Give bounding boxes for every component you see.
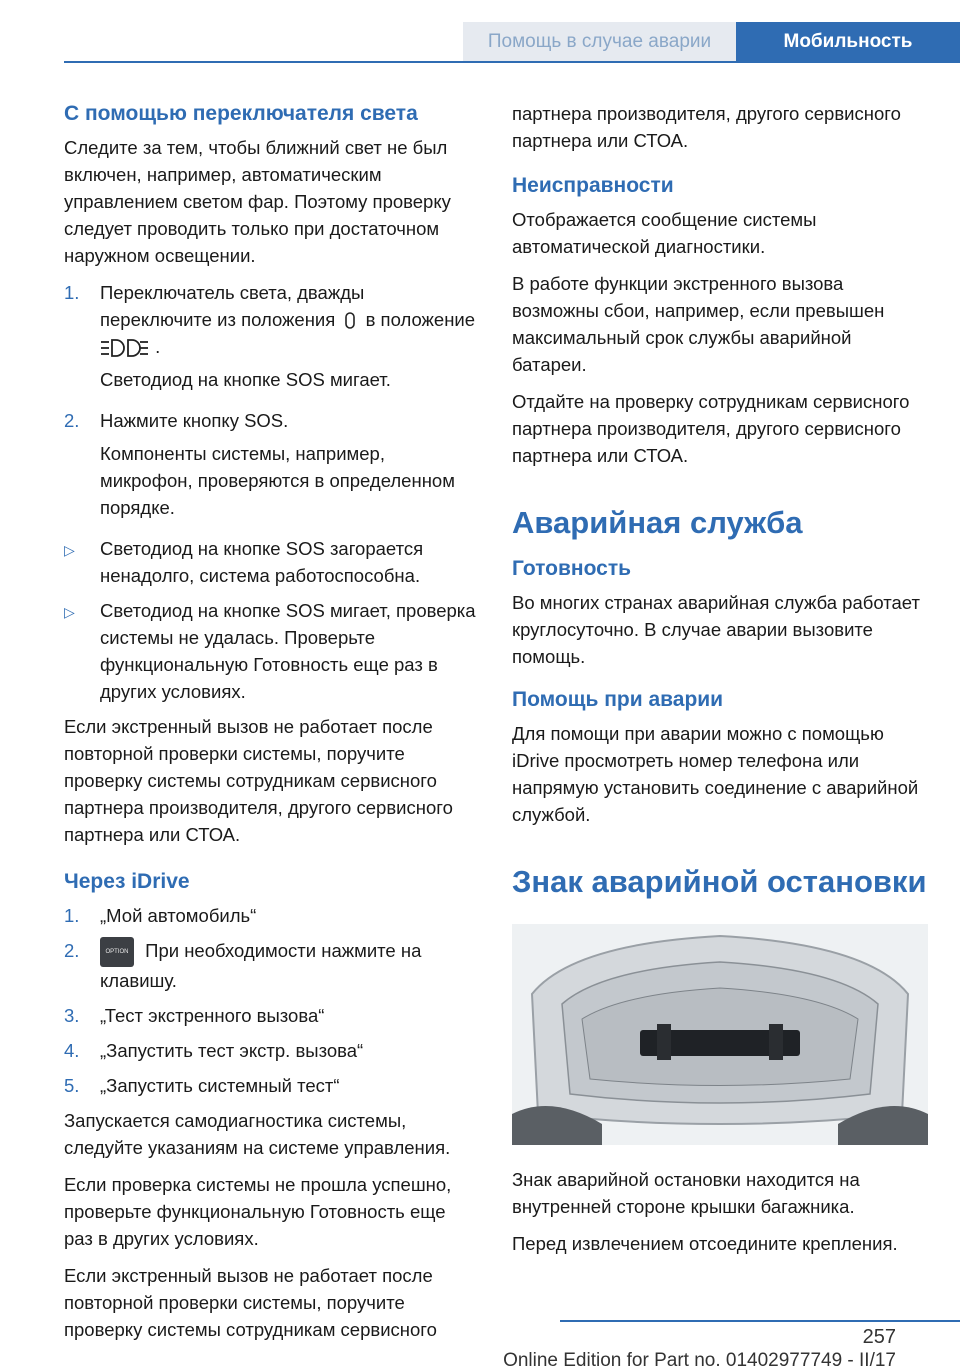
idrive-step	[64, 1072, 476, 1099]
light-switch-heading: С помощью переключателя света	[64, 102, 418, 125]
paragraph: Запускается самодиагностика системы, следуйте указаниям на системе управления.	[64, 1110, 451, 1159]
paragraph: В работе функции экстренного вызова возможны сбои, например, если превышен максимальный срок службы аварийной батареи.	[512, 273, 885, 375]
faults-heading: Неисправности	[512, 174, 674, 197]
paragraph: Знак аварийной остановки находится на внутренней стороне крышки багажника.	[512, 1169, 860, 1217]
idrive-heading: Через iDrive	[64, 870, 190, 894]
result-text: Светодиод на кнопке SOS загорается ненадолго, система работоспособна.	[100, 538, 424, 587]
paragraph: партнера производителя, другого сервисного партнера или СТОА.	[512, 103, 901, 151]
result-item	[64, 597, 476, 705]
page-header	[0, 22, 960, 62]
footer-rule	[560, 1320, 960, 1322]
step-number: 5.	[64, 1075, 80, 1097]
result-item	[64, 535, 476, 589]
step-text	[100, 279, 476, 360]
step-2	[64, 407, 476, 527]
paragraph: Если экстренный вызов не работает после повторной проверки системы, поручите проверку системы сотрудникам сервисного	[64, 1265, 437, 1341]
idrive-step	[64, 1037, 476, 1064]
step-subtext: Компоненты системы, например, микрофон, проверяются в определенном порядке.	[100, 443, 455, 519]
accident-help-heading: Помощь при аварии	[512, 688, 724, 711]
paragraph: Во многих странах аварийная служба работает круглосуточно. В случае аварии вызовите помощь.	[512, 592, 920, 667]
low-beam-icon	[100, 336, 150, 360]
light-switch-off-icon	[340, 310, 360, 332]
trunk-lid-illustration	[512, 924, 928, 1145]
idrive-step	[64, 1002, 476, 1029]
step-number: 2.	[64, 940, 80, 962]
step-number: 2.	[64, 410, 80, 432]
triangle-bullet-icon: ▷	[64, 604, 75, 621]
result-text: Светодиод на кнопке SOS мигает, проверка системы не удалась. Проверьте функциональную Готовность еще раз в других условиях.	[100, 600, 476, 703]
paragraph: Отображается сообщение системы автоматической диагностики.	[512, 209, 817, 257]
paragraph: Следите за тем, чтобы ближний свет не был включен, например, автоматическим управлением светом фар. Поэтому проверку следует проводить только при достаточном наружном освещении.	[64, 137, 451, 266]
step-text: Нажмите кнопку SOS.	[100, 410, 289, 432]
page-footer	[0, 1320, 960, 1371]
paragraph: Если проверка системы не прошла успешно, проверьте функциональную Готовность еще раз в других условиях.	[64, 1174, 452, 1250]
step-1	[64, 279, 476, 399]
step-text-end: .	[155, 336, 161, 357]
paragraph: Для помощи при аварии можно с помощью iDrive просмотреть номер телефона или напрямую установить соединение с аварийной службой.	[512, 723, 919, 825]
paragraph: Если экстренный вызов не работает после повторной проверки системы, поручите проверку системы сотрудникам сервисного партнера производителя, другого сервисного партнера или СТОА.	[64, 716, 453, 846]
right-column	[512, 100, 928, 1267]
step-number: 1.	[64, 282, 80, 303]
left-column	[64, 100, 476, 1353]
edition-text: Online Edition for Part no. 01402977749 - II/17	[503, 1350, 896, 1371]
step-number: 3.	[64, 1005, 80, 1027]
option-button-icon: OPTION	[100, 937, 134, 967]
warning-triangle-heading: Знак аварийной остановки	[512, 864, 927, 899]
step-text-a: Переключатель света, дважды переключите из положения	[100, 282, 365, 330]
step-text: „Мой автомобиль“	[100, 905, 257, 927]
readiness-heading: Готовность	[512, 557, 632, 580]
step-text: При необходимости нажмите на клавишу.	[100, 940, 422, 992]
step-text: „Запустить системный тест“	[100, 1075, 340, 1097]
step-text: „Тест экстренного вызова“	[100, 1005, 325, 1027]
idrive-step	[64, 937, 476, 994]
step-subtext: Светодиод на кнопке SOS мигает.	[100, 369, 391, 391]
step-text: „Запустить тест экстр. вызова“	[100, 1040, 364, 1062]
step-number: 1.	[64, 905, 80, 927]
triangle-bullet-icon: ▷	[64, 542, 75, 559]
idrive-step	[64, 902, 476, 929]
step-text-b: в положение	[365, 309, 476, 330]
paragraph: Перед извлечением отсоедините крепления.	[512, 1233, 898, 1254]
paragraph: Отдайте на проверку сотрудникам сервисного партнера производителя, другого сервисного партнера или СТОА.	[512, 391, 910, 466]
emergency-service-heading: Аварийная служба	[512, 505, 803, 540]
page-number: 257	[862, 1326, 896, 1348]
step-number: 4.	[64, 1040, 80, 1062]
header-rule	[64, 61, 960, 63]
chapter-tab: Мобильность	[736, 22, 960, 62]
section-tab: Помощь в случае аварии	[463, 22, 736, 62]
